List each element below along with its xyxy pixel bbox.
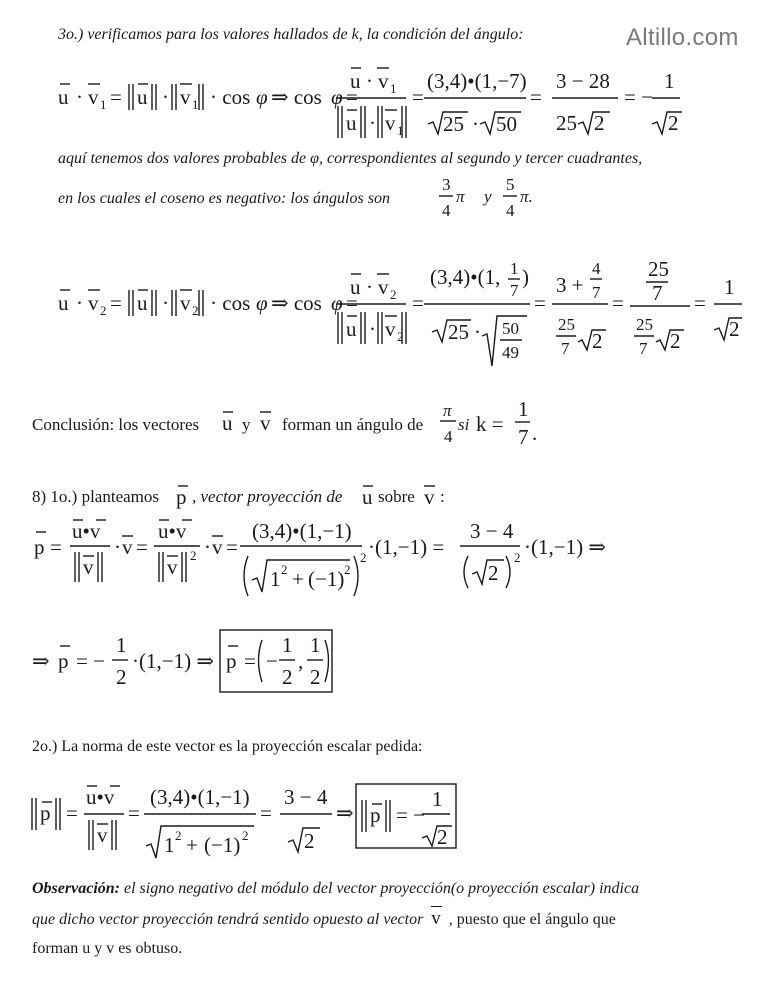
svg-text:u: u	[350, 275, 361, 299]
svg-text:7: 7	[561, 339, 570, 358]
svg-text:2: 2	[242, 828, 249, 843]
observation-text-1: el signo negativo del módulo del vector proyección(o proyección escalar) indica	[123, 880, 640, 897]
svg-text:=: =	[260, 801, 272, 825]
svg-text:=: =	[110, 291, 122, 315]
svg-text:2: 2	[592, 329, 603, 353]
svg-text:u: u	[362, 485, 373, 509]
svg-text:π.: π.	[520, 187, 533, 206]
svg-text:⇒: ⇒	[32, 649, 50, 673]
svg-text:1: 1	[116, 633, 127, 657]
svg-text:u•v: u•v	[158, 519, 187, 543]
svg-text:2: 2	[670, 329, 681, 353]
proj-frac-1	[70, 519, 110, 582]
observation-text-2: que dicho vector proyección tendrá sentido opuesto al vector	[32, 911, 424, 928]
svg-text:p: p	[176, 485, 187, 509]
svg-text:(−1): (−1)	[308, 567, 345, 591]
svg-text:v: v	[180, 291, 191, 315]
svg-text:=: =	[346, 291, 358, 315]
svg-text:π: π	[456, 187, 465, 206]
svg-text:·: ·	[162, 85, 169, 109]
svg-text:⇒ cos: ⇒ cos	[271, 291, 322, 315]
observation-line-3: forman u y v es obtuso.	[32, 940, 183, 957]
svg-text:2: 2	[100, 303, 107, 318]
proj-frac-3	[240, 519, 367, 596]
svg-text:u: u	[137, 291, 148, 315]
eq1-fraction-2	[424, 69, 527, 136]
eq2-fraction-4	[630, 257, 690, 358]
svg-text:v: v	[424, 485, 435, 509]
norm-frac-2	[144, 785, 256, 858]
svg-text:=: =	[612, 291, 624, 315]
svg-text:·: ·	[114, 535, 121, 559]
svg-text:2: 2	[360, 550, 367, 565]
svg-text:·: ·	[366, 69, 373, 93]
equation-cos-v1	[0, 58, 780, 148]
svg-text:φ: φ	[331, 85, 343, 109]
svg-text:8) 1o.) planteamos: 8) 1o.) planteamos	[32, 487, 159, 506]
svg-text:4: 4	[442, 201, 451, 220]
svg-text:v: v	[378, 69, 389, 93]
svg-text:p: p	[40, 801, 51, 825]
svg-text:2: 2	[116, 665, 127, 689]
observation-line-1	[32, 880, 639, 898]
svg-text:): )	[522, 265, 529, 289]
svg-text:2: 2	[437, 825, 448, 849]
svg-text:1: 1	[397, 123, 404, 138]
svg-text:v: v	[180, 85, 191, 109]
section-3o-text-2: en los cuales el coseno es negativo: los ángulos son	[58, 190, 390, 207]
svg-text:1: 1	[510, 259, 519, 278]
section-8-2o-intro: 2o.) La norma de este vector es la proyección escalar pedida:	[32, 738, 423, 755]
svg-text:2: 2	[488, 561, 499, 585]
svg-text:φ: φ	[256, 85, 268, 109]
svg-text:4: 4	[592, 259, 601, 278]
svg-text:p: p	[34, 535, 45, 559]
svg-text:si: si	[458, 415, 470, 434]
svg-text:1: 1	[518, 397, 529, 421]
svg-text:·: ·	[369, 317, 376, 341]
svg-text:=: =	[534, 291, 546, 315]
svg-text:·: ·	[76, 85, 83, 109]
svg-text:⇒: ⇒	[336, 801, 354, 825]
svg-text:25: 25	[448, 320, 469, 344]
svg-text:y: y	[242, 415, 251, 434]
eq2-result	[714, 275, 742, 341]
svg-text:u: u	[58, 85, 69, 109]
svg-text:2: 2	[281, 562, 288, 577]
svg-text:·: ·	[474, 320, 481, 344]
svg-text:2: 2	[729, 317, 740, 341]
svg-text:1: 1	[664, 69, 675, 93]
svg-text:forman un ángulo de: forman un ángulo de	[282, 415, 424, 434]
svg-text:φ: φ	[256, 291, 268, 315]
svg-text:2: 2	[175, 828, 182, 843]
svg-text:=: =	[694, 291, 706, 315]
svg-text:1: 1	[192, 97, 199, 112]
svg-text:+: +	[292, 567, 304, 591]
svg-text:49: 49	[502, 343, 519, 362]
section-3o-text-1: aquí tenemos dos valores probables de φ, correspondientes al segundo y tercer cuadrantes,	[58, 150, 643, 167]
svg-text:2: 2	[344, 562, 351, 577]
svg-text:.: .	[532, 421, 538, 445]
svg-text:p: p	[226, 649, 237, 673]
svg-text:1: 1	[164, 833, 175, 857]
svg-text:=: =	[244, 649, 256, 673]
svg-text:·: ·	[162, 291, 169, 315]
svg-text:= −: = −	[624, 85, 653, 109]
svg-text:·: ·	[76, 291, 83, 315]
equation-projection-result	[0, 626, 780, 702]
svg-text:2: 2	[594, 111, 605, 135]
svg-text:(−1): (−1)	[204, 833, 241, 857]
svg-text:=: =	[530, 85, 542, 109]
eq1-result	[652, 69, 682, 135]
svg-text:(3,4)•(1,−1): (3,4)•(1,−1)	[252, 519, 352, 543]
svg-text:·: ·	[369, 111, 376, 135]
svg-text:u: u	[346, 111, 357, 135]
svg-text:=: =	[226, 535, 238, 559]
svg-text:v: v	[122, 535, 133, 559]
svg-text:2: 2	[310, 665, 321, 689]
svg-text:2: 2	[192, 303, 199, 318]
observation-label: Observación:	[32, 880, 120, 897]
angles-fractions	[436, 172, 556, 228]
svg-text:2: 2	[190, 548, 197, 563]
svg-text:v: v	[385, 111, 396, 135]
svg-text:50: 50	[502, 319, 519, 338]
svg-text:−: −	[266, 649, 278, 673]
svg-text:y: y	[484, 187, 492, 206]
svg-text:·: ·	[366, 275, 373, 299]
equation-projection	[0, 510, 780, 610]
svg-text:(3,4)•(1,−7): (3,4)•(1,−7)	[427, 69, 527, 93]
svg-text:k =: k =	[476, 412, 504, 436]
svg-text:⇒ cos: ⇒ cos	[271, 85, 322, 109]
svg-text:v: v	[88, 291, 99, 315]
vector-v-symbol: v	[431, 908, 441, 929]
svg-text:u: u	[58, 291, 69, 315]
svg-text:2: 2	[514, 550, 521, 565]
svg-text:v: v	[88, 85, 99, 109]
svg-text:=: =	[136, 535, 148, 559]
svg-text:7: 7	[639, 339, 648, 358]
svg-text:p: p	[58, 649, 69, 673]
svg-text:v: v	[83, 555, 94, 579]
svg-text:3 − 28: 3 − 28	[556, 69, 610, 93]
svg-text:25: 25	[556, 111, 577, 135]
svg-text::: :	[440, 487, 445, 506]
svg-text:v: v	[385, 317, 396, 341]
svg-text:1: 1	[432, 787, 443, 811]
conclusion-line	[0, 394, 780, 454]
svg-text:,: ,	[298, 649, 304, 673]
svg-text:50: 50	[496, 112, 517, 136]
svg-text:·(1,−1) =: ·(1,−1) =	[368, 535, 445, 559]
svg-text:(3,4)•(1,−1): (3,4)•(1,−1)	[150, 785, 250, 809]
svg-text:2: 2	[668, 111, 679, 135]
svg-text:3: 3	[442, 175, 451, 194]
svg-text:7: 7	[518, 425, 529, 449]
svg-text:u: u	[137, 85, 148, 109]
norm-frac-1	[84, 785, 124, 850]
equation-cos-v2	[0, 254, 780, 374]
watermark-logo: Altillo.com	[626, 24, 739, 51]
svg-text:1: 1	[390, 81, 397, 96]
svg-text:u•v: u•v	[72, 519, 101, 543]
svg-text:v: v	[378, 275, 389, 299]
svg-text:u: u	[350, 69, 361, 93]
svg-text:1: 1	[282, 633, 293, 657]
svg-text:v: v	[260, 411, 271, 435]
eq2-lhs	[58, 290, 358, 318]
svg-text:sobre: sobre	[378, 487, 415, 506]
svg-text:φ: φ	[331, 291, 343, 315]
svg-text:Conclusión: los vectores: Conclusión: los vectores	[32, 415, 200, 434]
svg-text:v: v	[97, 823, 108, 847]
svg-text:4: 4	[506, 201, 515, 220]
svg-text:p: p	[370, 803, 381, 827]
svg-text:7: 7	[592, 283, 601, 302]
svg-text:2: 2	[397, 329, 404, 344]
svg-text:· cos: · cos	[210, 291, 251, 315]
svg-text:=: =	[110, 85, 122, 109]
observation-line-2	[32, 908, 616, 930]
svg-text:1: 1	[270, 567, 281, 591]
svg-text:4: 4	[444, 427, 453, 446]
section-3o-intro: 3o.) verificamos para los valores hallados de k, la condición del ángulo:	[58, 26, 524, 43]
observation-text-2-end: , puesto que el ángulo que	[448, 911, 616, 928]
svg-text:= −: = −	[76, 649, 105, 673]
svg-text:= −: = −	[396, 803, 425, 827]
equation-norm	[0, 774, 780, 864]
svg-text:=: =	[128, 801, 140, 825]
proj-frac-4	[460, 519, 521, 588]
svg-text:· cos: · cos	[210, 85, 251, 109]
svg-text:2: 2	[304, 829, 315, 853]
svg-text:5: 5	[506, 175, 515, 194]
svg-text:3 − 4: 3 − 4	[470, 519, 514, 543]
svg-text:1: 1	[724, 275, 735, 299]
svg-text:2: 2	[282, 665, 293, 689]
svg-text:·: ·	[472, 112, 479, 136]
svg-text:25: 25	[648, 257, 669, 281]
svg-text:7: 7	[652, 281, 663, 305]
svg-text:1: 1	[100, 97, 107, 112]
svg-text:7: 7	[510, 281, 519, 300]
norm-frac-3	[280, 785, 332, 853]
svg-text:=: =	[346, 85, 358, 109]
svg-text:·(1,−1) ⇒: ·(1,−1) ⇒	[132, 649, 214, 673]
svg-text:·(1,−1) ⇒: ·(1,−1) ⇒	[524, 535, 606, 559]
svg-text:(3,4)•(1,: (3,4)•(1,	[430, 265, 501, 289]
svg-text:π: π	[443, 401, 452, 420]
svg-text:+: +	[186, 833, 198, 857]
proj-frac-2	[154, 519, 200, 582]
eq2-fraction-3	[552, 259, 608, 358]
svg-text:=: =	[412, 291, 424, 315]
svg-text:u•v: u•v	[86, 785, 115, 809]
svg-text:u: u	[346, 317, 357, 341]
eq1-lhs	[58, 84, 358, 112]
svg-text:25: 25	[443, 112, 464, 136]
svg-text:3 − 4: 3 − 4	[284, 785, 328, 809]
svg-text:, vector proyección de: , vector proyección de	[192, 487, 343, 506]
svg-text:=: =	[50, 535, 62, 559]
svg-text:v: v	[212, 535, 223, 559]
svg-text:3 +: 3 +	[556, 273, 584, 297]
svg-text:·: ·	[204, 535, 211, 559]
svg-text:25: 25	[636, 315, 653, 334]
eq2-fraction-2	[424, 259, 530, 366]
svg-text:1: 1	[310, 633, 321, 657]
svg-text:u: u	[222, 411, 233, 435]
svg-text:v: v	[167, 555, 178, 579]
eq1-fraction-3	[552, 69, 618, 135]
svg-text:=: =	[66, 801, 78, 825]
svg-text:2: 2	[390, 287, 397, 302]
svg-text:25: 25	[558, 315, 575, 334]
svg-text:=: =	[412, 85, 424, 109]
